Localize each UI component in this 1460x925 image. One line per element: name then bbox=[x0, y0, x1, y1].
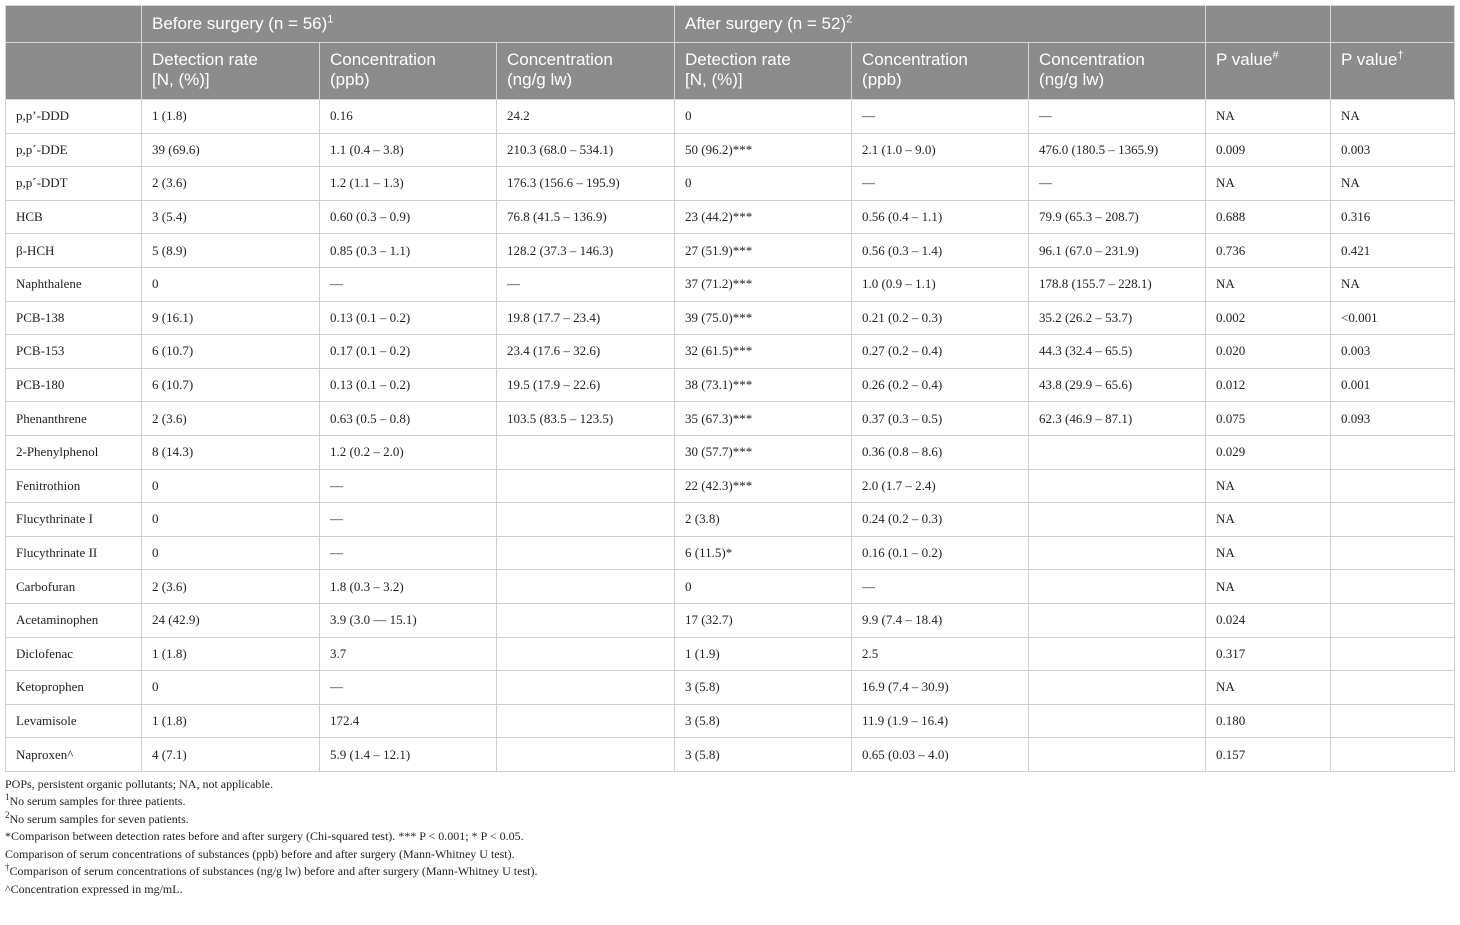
p-value-2-cell: <0.001 bbox=[1331, 301, 1455, 335]
p-value-2-cell: 0.421 bbox=[1331, 234, 1455, 268]
concentration-lw-before-cell: 19.8 (17.7 – 23.4) bbox=[497, 301, 675, 335]
concentration-ppb-after-cell: 0.21 (0.2 – 0.3) bbox=[852, 301, 1029, 335]
table-footnotes bbox=[5, 776, 1454, 899]
detection-rate-before-cell: 4 (7.1) bbox=[142, 738, 320, 772]
p-value-1-cell: 0.009 bbox=[1206, 133, 1331, 167]
p-value-1-cell: NA bbox=[1206, 570, 1331, 604]
concentration-ppb-before-cell: — bbox=[320, 503, 497, 537]
concentration-ppb-before-cell: 0.63 (0.5 – 0.8) bbox=[320, 402, 497, 436]
concentration-lw-before-cell: — bbox=[497, 267, 675, 301]
p-value-1-cell: 0.029 bbox=[1206, 435, 1331, 469]
concentration-lw-after-cell: 62.3 (46.9 – 87.1) bbox=[1029, 402, 1206, 436]
detection-rate-after-cell: 2 (3.8) bbox=[675, 503, 852, 537]
detection-rate-before-cell: 8 (14.3) bbox=[142, 435, 320, 469]
footnote-1: $^1$No serum samples for three patients. bbox=[5, 792, 186, 809]
concentration-lw-before-cell bbox=[497, 603, 675, 637]
concentration-lw-after-cell: 96.1 (67.0 – 231.9) bbox=[1029, 234, 1206, 268]
results-table bbox=[5, 5, 1455, 772]
substance-cell: Phenanthrene bbox=[6, 402, 142, 436]
p-value-1-cell: 0.180 bbox=[1206, 704, 1331, 738]
concentration-ppb-before-cell: 0.60 (0.3 – 0.9) bbox=[320, 200, 497, 234]
concentration-lw-after-cell: 44.3 (32.4 – 65.5) bbox=[1029, 335, 1206, 369]
header-row-groups bbox=[6, 6, 1455, 43]
detection-rate-before-cell: 9 (16.1) bbox=[142, 301, 320, 335]
concentration-lw-after-cell bbox=[1029, 704, 1206, 738]
detection-rate-after-cell: 17 (32.7) bbox=[675, 603, 852, 637]
p-value-1-cell: 0.688 bbox=[1206, 200, 1331, 234]
concentration-lw-before-cell: 24.2 bbox=[497, 100, 675, 134]
substance-cell: 2-Phenylphenol bbox=[6, 435, 142, 469]
concentration-lw-before-cell: 176.3 (156.6 – 195.9) bbox=[497, 167, 675, 201]
concentration-lw-after-cell: 43.8 (29.9 – 65.6) bbox=[1029, 368, 1206, 402]
p-value-2-cell: NA bbox=[1331, 100, 1455, 134]
concentration-ppb-before-cell: 0.16 bbox=[320, 100, 497, 134]
concentration-lw-after-cell bbox=[1029, 671, 1206, 705]
p-value-2-cell bbox=[1331, 738, 1455, 772]
p-value-1-cell: NA bbox=[1206, 503, 1331, 537]
concentration-lw-before-cell bbox=[497, 503, 675, 537]
substance-cell: Fenitrothion bbox=[6, 469, 142, 503]
table-row bbox=[6, 637, 1455, 671]
detection-rate-after-cell: 0 bbox=[675, 100, 852, 134]
col-header-p-value-1: P value# bbox=[1206, 43, 1331, 100]
concentration-ppb-after-cell: 0.37 (0.3 – 0.5) bbox=[852, 402, 1029, 436]
detection-rate-before-cell: 1 (1.8) bbox=[142, 637, 320, 671]
substance-cell: β-HCH bbox=[6, 234, 142, 268]
detection-rate-after-cell: 37 (71.2)*** bbox=[675, 267, 852, 301]
p-value-2-cell bbox=[1331, 536, 1455, 570]
concentration-ppb-before-cell: 3.7 bbox=[320, 637, 497, 671]
detection-rate-before-cell: 5 (8.9) bbox=[142, 234, 320, 268]
p-value-1-cell: 0.024 bbox=[1206, 603, 1331, 637]
concentration-lw-after-cell: 178.8 (155.7 – 228.1) bbox=[1029, 267, 1206, 301]
concentration-ppb-after-cell: 11.9 (1.9 – 16.4) bbox=[852, 704, 1029, 738]
p-value-2-cell: 0.003 bbox=[1331, 133, 1455, 167]
concentration-ppb-before-cell: 1.2 (0.2 – 2.0) bbox=[320, 435, 497, 469]
substance-cell: Diclofenac bbox=[6, 637, 142, 671]
concentration-ppb-after-cell: 1.0 (0.9 – 1.1) bbox=[852, 267, 1029, 301]
table-row bbox=[6, 603, 1455, 637]
p-value-1-cell: NA bbox=[1206, 167, 1331, 201]
concentration-lw-before-cell bbox=[497, 570, 675, 604]
substance-cell: Carbofuran bbox=[6, 570, 142, 604]
concentration-ppb-before-cell: — bbox=[320, 267, 497, 301]
p-value-1-cell: 0.002 bbox=[1206, 301, 1331, 335]
detection-rate-after-cell: 38 (73.1)*** bbox=[675, 368, 852, 402]
footnote-naproxen-units: ^Concentration expressed in mg/mL. bbox=[5, 881, 183, 896]
concentration-ppb-before-cell: 0.17 (0.1 – 0.2) bbox=[320, 335, 497, 369]
concentration-lw-after-cell: 476.0 (180.5 – 1365.9) bbox=[1029, 133, 1206, 167]
p-value-1-cell: NA bbox=[1206, 100, 1331, 134]
concentration-lw-before-cell: 210.3 (68.0 – 534.1) bbox=[497, 133, 675, 167]
detection-rate-before-cell: 0 bbox=[142, 536, 320, 570]
col-header-detection-rate: Detection rate [N, (%)] bbox=[675, 43, 852, 100]
detection-rate-after-cell: 22 (42.3)*** bbox=[675, 469, 852, 503]
concentration-ppb-after-cell: 0.16 (0.1 – 0.2) bbox=[852, 536, 1029, 570]
concentration-ppb-after-cell: 0.24 (0.2 – 0.3) bbox=[852, 503, 1029, 537]
concentration-lw-after-cell: 79.9 (65.3 – 208.7) bbox=[1029, 200, 1206, 234]
concentration-ppb-after-cell: — bbox=[852, 167, 1029, 201]
detection-rate-after-cell: 50 (96.2)*** bbox=[675, 133, 852, 167]
detection-rate-after-cell: 1 (1.9) bbox=[675, 637, 852, 671]
p-value-2-cell bbox=[1331, 603, 1455, 637]
p-value-1-cell: NA bbox=[1206, 536, 1331, 570]
p-value-2-cell bbox=[1331, 671, 1455, 705]
detection-rate-after-cell: 0 bbox=[675, 167, 852, 201]
p-value-2-cell bbox=[1331, 503, 1455, 537]
detection-rate-before-cell: 0 bbox=[142, 469, 320, 503]
table-row bbox=[6, 402, 1455, 436]
concentration-ppb-after-cell: 0.65 (0.03 – 4.0) bbox=[852, 738, 1029, 772]
concentration-ppb-before-cell: 0.13 (0.1 – 0.2) bbox=[320, 301, 497, 335]
p-value-2-cell: NA bbox=[1331, 167, 1455, 201]
table-row bbox=[6, 469, 1455, 503]
concentration-ppb-after-cell: 0.36 (0.8 – 8.6) bbox=[852, 435, 1029, 469]
substance-cell: Acetaminophen bbox=[6, 603, 142, 637]
table-row bbox=[6, 133, 1455, 167]
p-value-2-cell bbox=[1331, 435, 1455, 469]
detection-rate-before-cell: 39 (69.6) bbox=[142, 133, 320, 167]
table-row bbox=[6, 100, 1455, 134]
detection-rate-before-cell: 0 bbox=[142, 267, 320, 301]
p-value-2-cell bbox=[1331, 469, 1455, 503]
detection-rate-before-cell: 2 (3.6) bbox=[142, 570, 320, 604]
detection-rate-after-cell: 6 (11.5)* bbox=[675, 536, 852, 570]
concentration-lw-before-cell bbox=[497, 536, 675, 570]
concentration-lw-after-cell: — bbox=[1029, 167, 1206, 201]
table-row bbox=[6, 167, 1455, 201]
substance-cell: HCB bbox=[6, 200, 142, 234]
substance-cell: PCB-153 bbox=[6, 335, 142, 369]
substance-cell: Levamisole bbox=[6, 704, 142, 738]
detection-rate-after-cell: 30 (57.7)*** bbox=[675, 435, 852, 469]
concentration-ppb-before-cell: — bbox=[320, 671, 497, 705]
concentration-lw-before-cell bbox=[497, 469, 675, 503]
concentration-ppb-after-cell: 9.9 (7.4 – 18.4) bbox=[852, 603, 1029, 637]
concentration-lw-after-cell bbox=[1029, 570, 1206, 604]
col-header-concentration-ppb: Concentration (ppb) bbox=[852, 43, 1029, 100]
detection-rate-before-cell: 6 (10.7) bbox=[142, 368, 320, 402]
concentration-lw-before-cell bbox=[497, 671, 675, 705]
header-empty-cell bbox=[6, 43, 142, 100]
table-row bbox=[6, 671, 1455, 705]
table-row bbox=[6, 738, 1455, 772]
header-after-surgery: After surgery (n = 52)$^2$ bbox=[675, 6, 1206, 43]
detection-rate-before-cell: 0 bbox=[142, 671, 320, 705]
concentration-ppb-after-cell: 2.5 bbox=[852, 637, 1029, 671]
p-value-1-cell: 0.736 bbox=[1206, 234, 1331, 268]
col-header-concentration-ppb: Concentration (ppb) bbox=[320, 43, 497, 100]
table-row bbox=[6, 536, 1455, 570]
p-value-2-cell: 0.003 bbox=[1331, 335, 1455, 369]
concentration-ppb-before-cell: 1.2 (1.1 – 1.3) bbox=[320, 167, 497, 201]
concentration-ppb-after-cell: 16.9 (7.4 – 30.9) bbox=[852, 671, 1029, 705]
table-row bbox=[6, 234, 1455, 268]
detection-rate-after-cell: 32 (61.5)*** bbox=[675, 335, 852, 369]
concentration-lw-before-cell: 128.2 (37.3 – 146.3) bbox=[497, 234, 675, 268]
p-value-1-cell: 0.157 bbox=[1206, 738, 1331, 772]
detection-rate-after-cell: 27 (51.9)*** bbox=[675, 234, 852, 268]
p-value-2-cell: 0.316 bbox=[1331, 200, 1455, 234]
concentration-ppb-after-cell: 0.26 (0.2 – 0.4) bbox=[852, 368, 1029, 402]
concentration-lw-after-cell bbox=[1029, 536, 1206, 570]
table-row bbox=[6, 200, 1455, 234]
concentration-lw-after-cell: 35.2 (26.2 – 53.7) bbox=[1029, 301, 1206, 335]
col-header-concentration-lw: Concentration (ng/g lw) bbox=[497, 43, 675, 100]
concentration-lw-after-cell bbox=[1029, 738, 1206, 772]
table-container bbox=[5, 5, 1454, 898]
concentration-ppb-before-cell: 3.9 (3.0 — 15.1) bbox=[320, 603, 497, 637]
detection-rate-before-cell: 6 (10.7) bbox=[142, 335, 320, 369]
footnote-chi-squared: *Comparison between detection rates before and after surgery (Chi-squared test). *** P < 0.001; * P < 0.05. bbox=[5, 829, 524, 844]
detection-rate-after-cell: 3 (5.8) bbox=[675, 671, 852, 705]
detection-rate-after-cell: 0 bbox=[675, 570, 852, 604]
header-empty-cell bbox=[1206, 6, 1331, 43]
substance-cell: Ketoprophen bbox=[6, 671, 142, 705]
concentration-ppb-after-cell: 2.1 (1.0 – 9.0) bbox=[852, 133, 1029, 167]
table-row bbox=[6, 704, 1455, 738]
p-value-1-cell: 0.075 bbox=[1206, 402, 1331, 436]
concentration-lw-after-cell bbox=[1029, 603, 1206, 637]
substance-cell: Flucythrinate II bbox=[6, 536, 142, 570]
p-value-1-cell: 0.020 bbox=[1206, 335, 1331, 369]
p-value-2-cell: 0.001 bbox=[1331, 368, 1455, 402]
concentration-ppb-before-cell: 1.1 (0.4 – 3.8) bbox=[320, 133, 497, 167]
footnote-abbreviations: POPs, persistent organic pollutants; NA, not applicable. bbox=[5, 776, 274, 791]
concentration-ppb-before-cell: 1.8 (0.3 – 3.2) bbox=[320, 570, 497, 604]
p-value-1-cell: NA bbox=[1206, 267, 1331, 301]
concentration-lw-before-cell bbox=[497, 637, 675, 671]
substance-cell: p,p´-DDT bbox=[6, 167, 142, 201]
substance-cell: p,p´-DDE bbox=[6, 133, 142, 167]
header-empty-cell bbox=[1331, 6, 1455, 43]
detection-rate-before-cell: 2 (3.6) bbox=[142, 167, 320, 201]
detection-rate-after-cell: 3 (5.8) bbox=[675, 704, 852, 738]
header-before-surgery: Before surgery (n = 56)$^1$ bbox=[142, 6, 675, 43]
concentration-lw-after-cell bbox=[1029, 503, 1206, 537]
concentration-ppb-before-cell: — bbox=[320, 469, 497, 503]
p-value-2-cell: NA bbox=[1331, 267, 1455, 301]
concentration-ppb-after-cell: — bbox=[852, 570, 1029, 604]
concentration-ppb-before-cell: 0.85 (0.3 – 1.1) bbox=[320, 234, 497, 268]
table-row bbox=[6, 435, 1455, 469]
table-row bbox=[6, 570, 1455, 604]
table-row bbox=[6, 503, 1455, 537]
concentration-lw-after-cell bbox=[1029, 435, 1206, 469]
p-value-2-cell bbox=[1331, 704, 1455, 738]
concentration-ppb-after-cell: 2.0 (1.7 – 2.4) bbox=[852, 469, 1029, 503]
concentration-lw-before-cell bbox=[497, 435, 675, 469]
col-header-detection-rate: Detection rate [N, (%)] bbox=[142, 43, 320, 100]
table-row bbox=[6, 267, 1455, 301]
concentration-ppb-after-cell: 0.56 (0.3 – 1.4) bbox=[852, 234, 1029, 268]
p-value-1-cell: 0.317 bbox=[1206, 637, 1331, 671]
table-body bbox=[6, 100, 1455, 772]
table-row bbox=[6, 368, 1455, 402]
substance-cell: PCB-180 bbox=[6, 368, 142, 402]
concentration-lw-before-cell bbox=[497, 738, 675, 772]
concentration-lw-before-cell: 76.8 (41.5 – 136.9) bbox=[497, 200, 675, 234]
p-value-1-cell: NA bbox=[1206, 469, 1331, 503]
concentration-lw-before-cell: 19.5 (17.9 – 22.6) bbox=[497, 368, 675, 402]
substance-cell: PCB-138 bbox=[6, 301, 142, 335]
concentration-lw-before-cell: 103.5 (83.5 – 123.5) bbox=[497, 402, 675, 436]
substance-cell: Flucythrinate I bbox=[6, 503, 142, 537]
concentration-ppb-before-cell: 5.9 (1.4 – 12.1) bbox=[320, 738, 497, 772]
detection-rate-before-cell: 0 bbox=[142, 503, 320, 537]
detection-rate-before-cell: 2 (3.6) bbox=[142, 402, 320, 436]
concentration-lw-after-cell: — bbox=[1029, 100, 1206, 134]
p-value-1-cell: NA bbox=[1206, 671, 1331, 705]
detection-rate-before-cell: 1 (1.8) bbox=[142, 704, 320, 738]
concentration-ppb-before-cell: 0.13 (0.1 – 0.2) bbox=[320, 368, 497, 402]
concentration-ppb-before-cell: — bbox=[320, 536, 497, 570]
header-empty-cell bbox=[6, 6, 142, 43]
concentration-ppb-before-cell: 172.4 bbox=[320, 704, 497, 738]
detection-rate-before-cell: 1 (1.8) bbox=[142, 100, 320, 134]
table-row bbox=[6, 301, 1455, 335]
substance-cell: p,p’-DDD bbox=[6, 100, 142, 134]
table-row bbox=[6, 335, 1455, 369]
concentration-lw-after-cell bbox=[1029, 637, 1206, 671]
concentration-ppb-after-cell: 0.56 (0.4 – 1.1) bbox=[852, 200, 1029, 234]
p-value-1-cell: 0.012 bbox=[1206, 368, 1331, 402]
concentration-ppb-after-cell: 0.27 (0.2 – 0.4) bbox=[852, 335, 1029, 369]
p-value-2-cell bbox=[1331, 637, 1455, 671]
detection-rate-before-cell: 24 (42.9) bbox=[142, 603, 320, 637]
p-value-2-cell bbox=[1331, 570, 1455, 604]
detection-rate-after-cell: 3 (5.8) bbox=[675, 738, 852, 772]
footnote-mann-whitney-ppb: Comparison of serum concentrations of substances (ppb) before and after surgery (Mann-Whitney U test). bbox=[5, 846, 515, 861]
footnote-mann-whitney-lw: †Comparison of serum concentrations of substances (ng/g lw) before and after surgery (Mann-Whitney U test). bbox=[5, 862, 538, 879]
col-header-p-value-2: P value† bbox=[1331, 43, 1455, 100]
detection-rate-before-cell: 3 (5.4) bbox=[142, 200, 320, 234]
col-header-concentration-lw: Concentration (ng/g lw) bbox=[1029, 43, 1206, 100]
substance-cell: Naproxen^ bbox=[6, 738, 142, 772]
detection-rate-after-cell: 35 (67.3)*** bbox=[675, 402, 852, 436]
detection-rate-after-cell: 39 (75.0)*** bbox=[675, 301, 852, 335]
footnote-2: $^2$No serum samples for seven patients. bbox=[5, 809, 189, 826]
substance-cell: Naphthalene bbox=[6, 267, 142, 301]
concentration-lw-before-cell bbox=[497, 704, 675, 738]
p-value-2-cell: 0.093 bbox=[1331, 402, 1455, 436]
detection-rate-after-cell: 23 (44.2)*** bbox=[675, 200, 852, 234]
header-row-columns bbox=[6, 43, 1455, 100]
concentration-lw-before-cell: 23.4 (17.6 – 32.6) bbox=[497, 335, 675, 369]
concentration-ppb-after-cell: — bbox=[852, 100, 1029, 134]
concentration-lw-after-cell bbox=[1029, 469, 1206, 503]
